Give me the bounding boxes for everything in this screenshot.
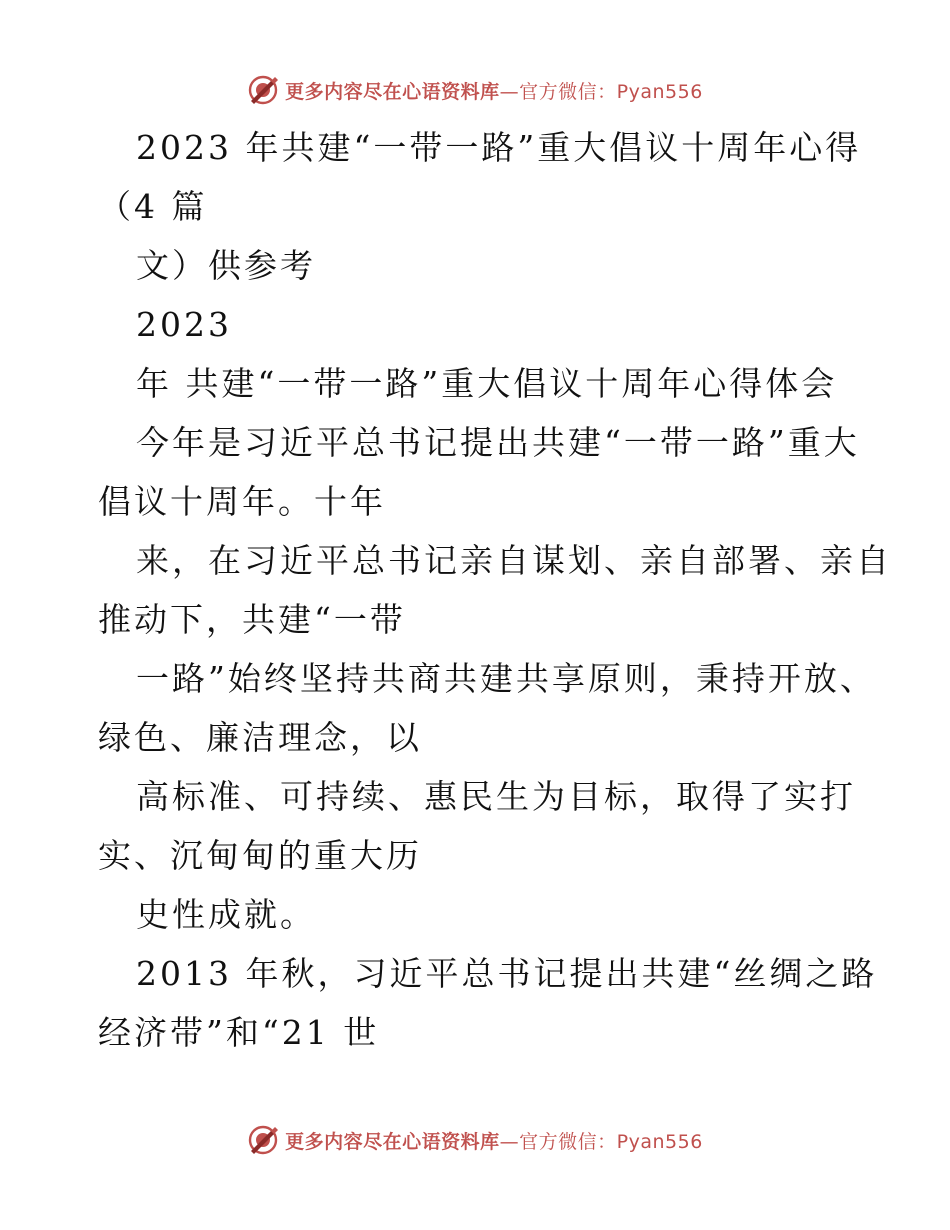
red-pen-logo-icon — [247, 74, 279, 106]
text-line: （4 篇 — [98, 187, 208, 226]
text-line: 2013 年秋，习近平总书记提出共建“丝绸之路 — [136, 954, 878, 993]
header-banner — [0, 70, 950, 110]
text-line: 2023 — [136, 305, 232, 344]
text-line: 2023 年共建“一带一路”重大倡议十周年心得 — [136, 128, 862, 167]
text-line: 文）供参考 — [136, 246, 316, 285]
text-line: 史性成就。 — [136, 895, 316, 934]
text-line: 实、沉甸甸的重大历 — [98, 836, 422, 875]
text-line: 经济带”和“21 世 — [98, 1013, 380, 1052]
text-line: 倡议十周年。十年 — [98, 482, 386, 521]
text-line: 绿色、廉洁理念，以 — [98, 718, 422, 757]
footer-banner-text: 更多内容尽在心语资料库—官方微信：Pyan556 — [285, 1130, 703, 1153]
text-line: 推动下，共建“一带 — [98, 600, 406, 639]
text-line: 高标准、可持续、惠民生为目标，取得了实打 — [136, 777, 856, 816]
text-line: 今年是习近平总书记提出共建“一带一路”重大 — [136, 423, 860, 462]
footer-banner — [0, 1120, 950, 1160]
text-line: 来，在习近平总书记亲自谋划、亲自部署、亲自 — [136, 541, 892, 580]
red-pen-logo-icon — [247, 1124, 279, 1156]
document-body — [98, 118, 892, 1062]
footer-banner-content — [247, 1124, 703, 1156]
text-line: 年 共建“一带一路”重大倡议十周年心得体会 — [136, 364, 838, 403]
header-banner-content — [247, 74, 703, 106]
header-banner-text: 更多内容尽在心语资料库—官方微信：Pyan556 — [285, 80, 703, 103]
text-line: 一路”始终坚持共商共建共享原则，秉持开放、 — [136, 659, 876, 698]
